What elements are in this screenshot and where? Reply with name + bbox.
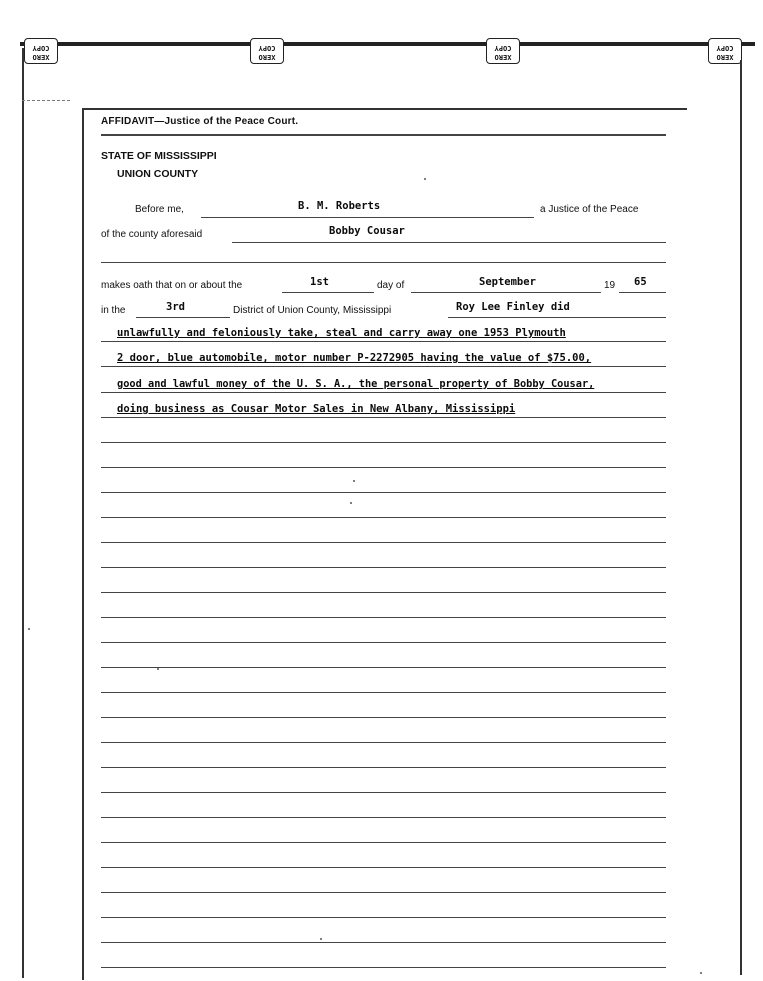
form-rule bbox=[101, 492, 666, 493]
blank-rule bbox=[101, 262, 666, 263]
form-rule bbox=[101, 667, 666, 668]
form-rule bbox=[101, 767, 666, 768]
form-rule bbox=[101, 867, 666, 868]
form-rule bbox=[101, 567, 666, 568]
form-rule bbox=[101, 917, 666, 918]
xero-copy-stamp: XERO COPY bbox=[486, 38, 520, 64]
form-rule bbox=[101, 842, 666, 843]
corner-mark bbox=[22, 100, 70, 102]
district-blank bbox=[136, 317, 230, 318]
day-value: 1st bbox=[310, 276, 329, 288]
county-line: UNION COUNTY bbox=[117, 168, 199, 180]
title-rule bbox=[101, 134, 666, 136]
copy-speck bbox=[353, 480, 355, 482]
statement-line: good and lawful money of the U. S. A., the personal property of Bobby Cousar, bbox=[117, 378, 595, 390]
form-rule bbox=[101, 392, 666, 393]
justice-name: B. M. Roberts bbox=[298, 200, 381, 212]
top-binding-line bbox=[20, 42, 755, 46]
form-rule bbox=[101, 517, 666, 518]
affiant-blank bbox=[232, 242, 666, 243]
copy-speck bbox=[320, 938, 322, 940]
day-of-label: day of bbox=[377, 280, 405, 291]
form-rule bbox=[101, 417, 666, 418]
form-rule bbox=[101, 592, 666, 593]
form-rule bbox=[101, 642, 666, 643]
form-rule bbox=[101, 692, 666, 693]
left-edge-line bbox=[22, 48, 24, 978]
form-title: AFFIDAVIT—Justice of the Peace Court. bbox=[101, 116, 299, 127]
form-rule bbox=[101, 967, 666, 968]
statement-line: unlawfully and feloniously take, steal and carry away one 1953 Plymouth bbox=[117, 327, 566, 339]
form-rule bbox=[101, 467, 666, 468]
copy-speck bbox=[157, 668, 159, 670]
district-label: District of Union County, Mississippi bbox=[233, 305, 392, 316]
oath-label: makes oath that on or about the bbox=[101, 280, 243, 291]
month-blank bbox=[411, 292, 601, 293]
statement-line: 2 door, blue automobile, motor number P-2272905 having the value of $75.00, bbox=[117, 352, 592, 364]
day-blank bbox=[282, 292, 374, 293]
month-value: September bbox=[479, 276, 536, 288]
statement-blank bbox=[448, 317, 666, 318]
form-rule bbox=[101, 717, 666, 718]
copy-speck bbox=[350, 502, 352, 504]
form-rule bbox=[101, 617, 666, 618]
year-blank bbox=[619, 292, 666, 293]
statement-line: Roy Lee Finley did bbox=[456, 301, 570, 313]
copy-speck bbox=[700, 972, 702, 974]
xero-copy-stamp: XERO COPY bbox=[250, 38, 284, 64]
form-rule bbox=[101, 892, 666, 893]
form-rule bbox=[101, 442, 666, 443]
form-rule bbox=[101, 792, 666, 793]
year-prefix: 19 bbox=[604, 280, 616, 291]
county-aforesaid-label: of the county aforesaid bbox=[101, 229, 203, 240]
in-the-label: in the bbox=[101, 305, 126, 316]
district-value: 3rd bbox=[166, 301, 185, 313]
state-line: STATE OF MISSISSIPPI bbox=[101, 150, 217, 162]
year-value: 65 bbox=[634, 276, 647, 288]
form-rule bbox=[101, 542, 666, 543]
form-rule bbox=[101, 817, 666, 818]
form-rule bbox=[101, 942, 666, 943]
form-rule bbox=[101, 742, 666, 743]
copy-speck bbox=[28, 628, 30, 630]
before-me-label: Before me, bbox=[135, 204, 184, 215]
affiant-name: Bobby Cousar bbox=[329, 225, 405, 237]
xero-copy-stamp: XERO COPY bbox=[708, 38, 742, 64]
right-edge-line bbox=[740, 60, 742, 975]
xero-copy-stamp: XERO COPY bbox=[24, 38, 58, 64]
form-rule bbox=[101, 366, 666, 367]
justice-suffix: a Justice of the Peace bbox=[540, 204, 639, 215]
copy-speck bbox=[424, 178, 426, 180]
justice-name-blank bbox=[201, 217, 534, 218]
form-rule bbox=[101, 341, 666, 342]
statement-line: doing business as Cousar Motor Sales in New Albany, Mississippi bbox=[117, 403, 516, 415]
